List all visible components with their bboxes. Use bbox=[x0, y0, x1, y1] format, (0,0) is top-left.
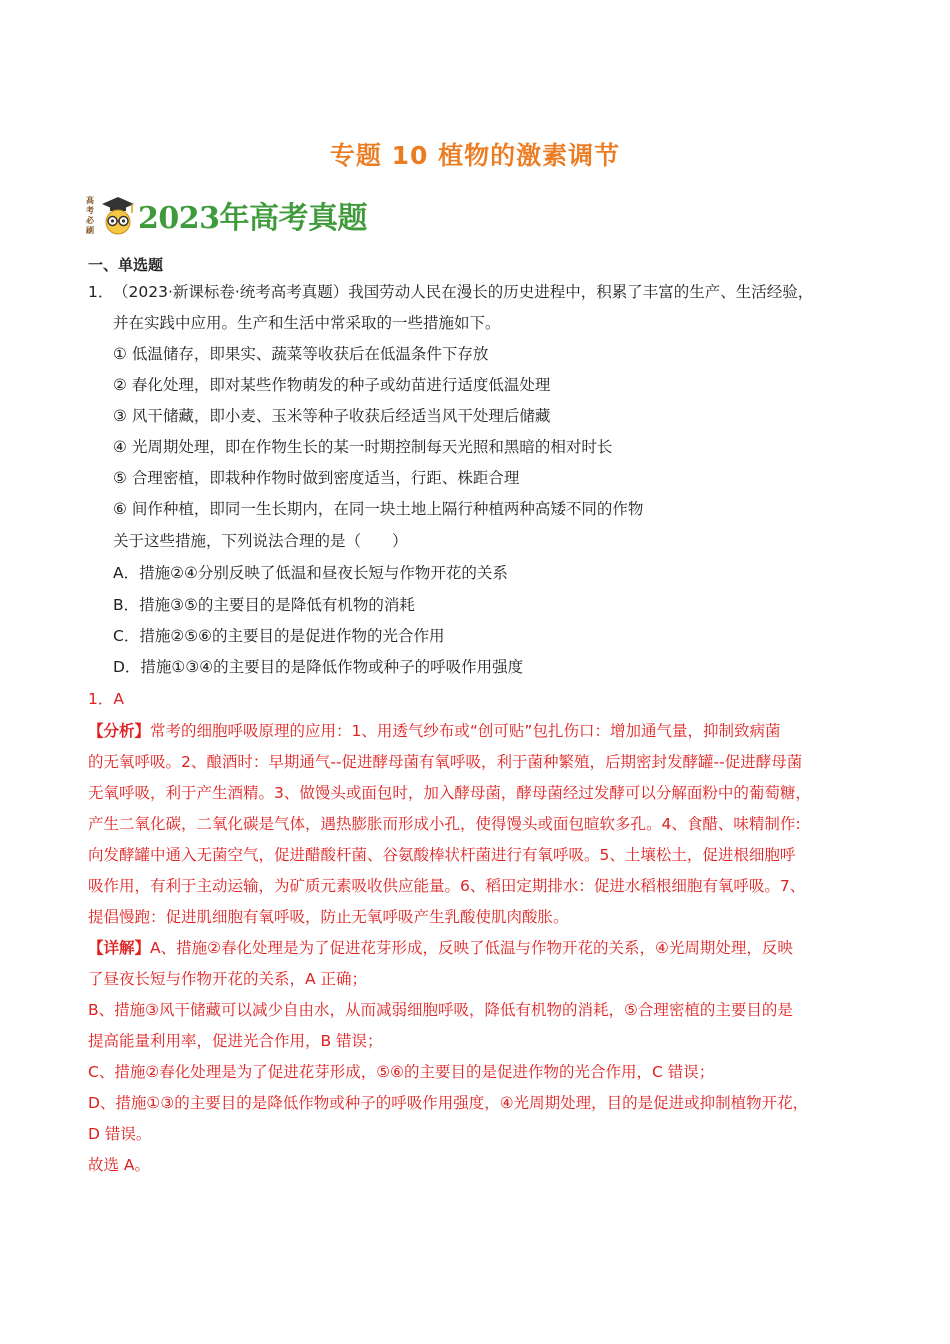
detail-line: 了昼夜长短与作物开花的关系，A 正确； bbox=[88, 970, 368, 988]
option-d: D．措施①③④的主要目的是降低作物或种子的呼吸作用强度 bbox=[113, 658, 524, 676]
option-b: B．措施③⑤的主要目的是降低有机物的消耗 bbox=[113, 596, 415, 614]
detail-line: 提高能量利用率，促进光合作用，B 错误； bbox=[88, 1032, 383, 1050]
answer-key: 1．A bbox=[88, 690, 124, 708]
detail-text: A、措施②春化处理是为了促进花芽形成，反映了低温与作物开花的关系，④光周期处理，反映 bbox=[150, 939, 793, 957]
detail-label: 【详解】 bbox=[88, 939, 151, 957]
detail-line bbox=[88, 937, 793, 959]
measure-item: ② 春化处理，即对某些作物萌发的种子或幼苗进行适度低温处理 bbox=[113, 376, 551, 394]
measure-item: ⑤ 合理密植，即栽种作物时做到密度适当，行距、株距合理 bbox=[113, 469, 520, 487]
question-stem-line-1: （2023·新课标卷·统考高考真题）我国劳动人民在漫长的历史进程中，积累了丰富的生产、生活经验， bbox=[113, 283, 814, 301]
analysis-line: 无氧呼吸，利于产生酒精。3、做馒头或面包时，加入酵母菌，酵母菌经过发酵可以分解面粉中的葡萄糖， bbox=[88, 784, 811, 802]
measure-item: ⑥ 间作种植，即同一生长期内，在同一块土地上隔行种植两种高矮不同的作物 bbox=[113, 500, 644, 518]
exam-banner bbox=[86, 190, 367, 240]
analysis-line: 产生二氧化碳，二氧化碳是气体，遇热膨胀而形成小孔，使得馒头或面包暄软多孔。4、食醋、味精制作: bbox=[88, 815, 801, 833]
detail-line: D 错误。 bbox=[88, 1125, 152, 1143]
detail-line: D、措施①③的主要目的是降低作物或种子的呼吸作用强度，④光周期处理，目的是促进或抑制植物开花， bbox=[88, 1094, 809, 1112]
scholar-owl-icon bbox=[100, 195, 136, 235]
option-c: C．措施②⑤⑥的主要目的是促进作物的光合作用 bbox=[113, 627, 445, 645]
analysis-line: 向发酵罐中通入无菌空气，促进醋酸杆菌、谷氨酸棒状杆菌进行有氧呼吸。5、土壤松土，促进根细胞呼 bbox=[88, 846, 796, 864]
document-title: 专题 10 植物的激素调节 bbox=[329, 141, 621, 170]
banner-vertical-text: 高考必刷 bbox=[86, 195, 94, 235]
measure-item: ① 低温储存，即果实、蔬菜等收获后在低温条件下存放 bbox=[113, 345, 489, 363]
option-a: A．措施②④分别反映了低温和昼夜长短与作物开花的关系 bbox=[113, 564, 508, 582]
analysis-line: 提倡慢跑：促进肌细胞有氧呼吸，防止无氧呼吸产生乳酸使肌肉酸胀。 bbox=[88, 908, 569, 926]
analysis-label: 【分析】 bbox=[88, 722, 151, 740]
question-prompt: 关于这些措施，下列说法合理的是（ ） bbox=[113, 532, 408, 550]
detail-line: B、措施③风干储藏可以减少自由水，从而减弱细胞呼吸，降低有机物的消耗，⑤合理密植的主要目的是 bbox=[88, 1001, 793, 1019]
section-heading: 一、单选题 bbox=[88, 256, 164, 274]
conclusion: 故选 A。 bbox=[88, 1156, 151, 1174]
analysis-line: 吸作用，有利于主动运输，为矿质元素吸收供应能量。6、稻田定期排水：促进水稻根细胞有氧呼吸。7、 bbox=[88, 877, 806, 895]
question-number: 1． bbox=[88, 283, 114, 301]
analysis-text: 常考的细胞呼吸原理的应用：1、用透气纱布或“创可贴”包扎伤口：增加通气量，抑制致病菌 bbox=[150, 722, 781, 740]
detail-line: C、措施②春化处理是为了促进花芽形成，⑤⑥的主要目的是促进作物的光合作用，C 错误； bbox=[88, 1063, 715, 1081]
analysis-line bbox=[88, 720, 780, 742]
question-stem-line-2: 并在实践中应用。生产和生活中常采取的一些措施如下。 bbox=[113, 314, 501, 332]
measure-item: ④ 光周期处理，即在作物生长的某一时期控制每天光照和黑暗的相对时长 bbox=[113, 438, 613, 456]
analysis-line: 的无氧呼吸。2、酿酒时：早期通气--促进酵母菌有氧呼吸，利于菌种繁殖，后期密封发酵罐--促进酵母菌 bbox=[88, 753, 803, 771]
banner-title: 2023年高考真题 bbox=[138, 201, 367, 236]
measure-item: ③ 风干储藏，即小麦、玉米等种子收获后经适当风干处理后储藏 bbox=[113, 407, 551, 425]
